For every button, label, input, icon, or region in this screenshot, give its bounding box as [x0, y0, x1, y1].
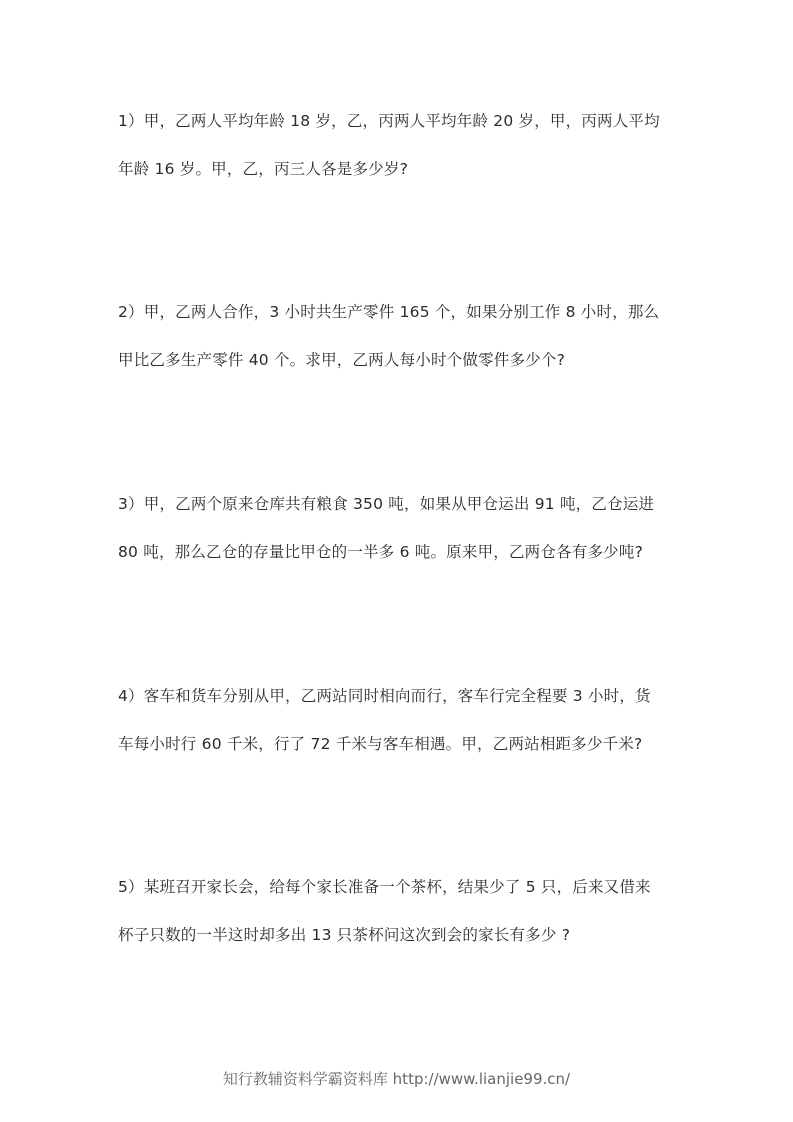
question-3-line-2: 80 吨，那么乙仓的存量比甲仓的一半多 6 吨。原来甲，乙两仓各有多少吨?: [118, 543, 643, 561]
question-3-line-1: 3）甲，乙两个原来仓库共有粮食 350 吨，如果从甲仓运出 91 吨，乙仓运进: [118, 495, 655, 513]
question-4-line-1: 4）客车和货车分别从甲，乙两站同时相向而行，客车行完全程要 3 小时，货: [118, 687, 651, 705]
footer-source-text: 知行教辅资料学霸资料库 http://www.lianjie99.cn/: [222, 1070, 571, 1088]
question-1: [118, 111, 678, 179]
question-2-line-1: 2）甲，乙两人合作，3 小时共生产零件 165 个，如果分别工作 8 小时，那么: [118, 303, 660, 321]
question-3: [118, 494, 678, 562]
question-1-line-2: 年龄 16 岁。甲，乙，丙三人各是多少岁?: [118, 160, 409, 178]
question-1-line-1: 1）甲，乙两人平均年龄 18 岁，乙，丙两人平均年龄 20 岁，甲，丙两人平均: [118, 112, 660, 130]
question-2-line-2: 甲比乙多生产零件 40 个。求甲，乙两人每小时个做零件多少个?: [118, 351, 566, 369]
question-2: [118, 302, 678, 370]
question-5: [118, 877, 678, 945]
question-5-line-2: 杯子只数的一半这时却多出 13 只茶杯问这次到会的家长有多少 ?: [118, 926, 571, 944]
question-4-line-2: 车每小时行 60 千米，行了 72 千米与客车相遇。甲，乙两站相距多少千米?: [118, 735, 643, 753]
question-5-line-1: 5）某班召开家长会，给每个家长准备一个茶杯，结果少了 5 只，后来又借来: [118, 878, 651, 896]
question-4: [118, 686, 678, 754]
